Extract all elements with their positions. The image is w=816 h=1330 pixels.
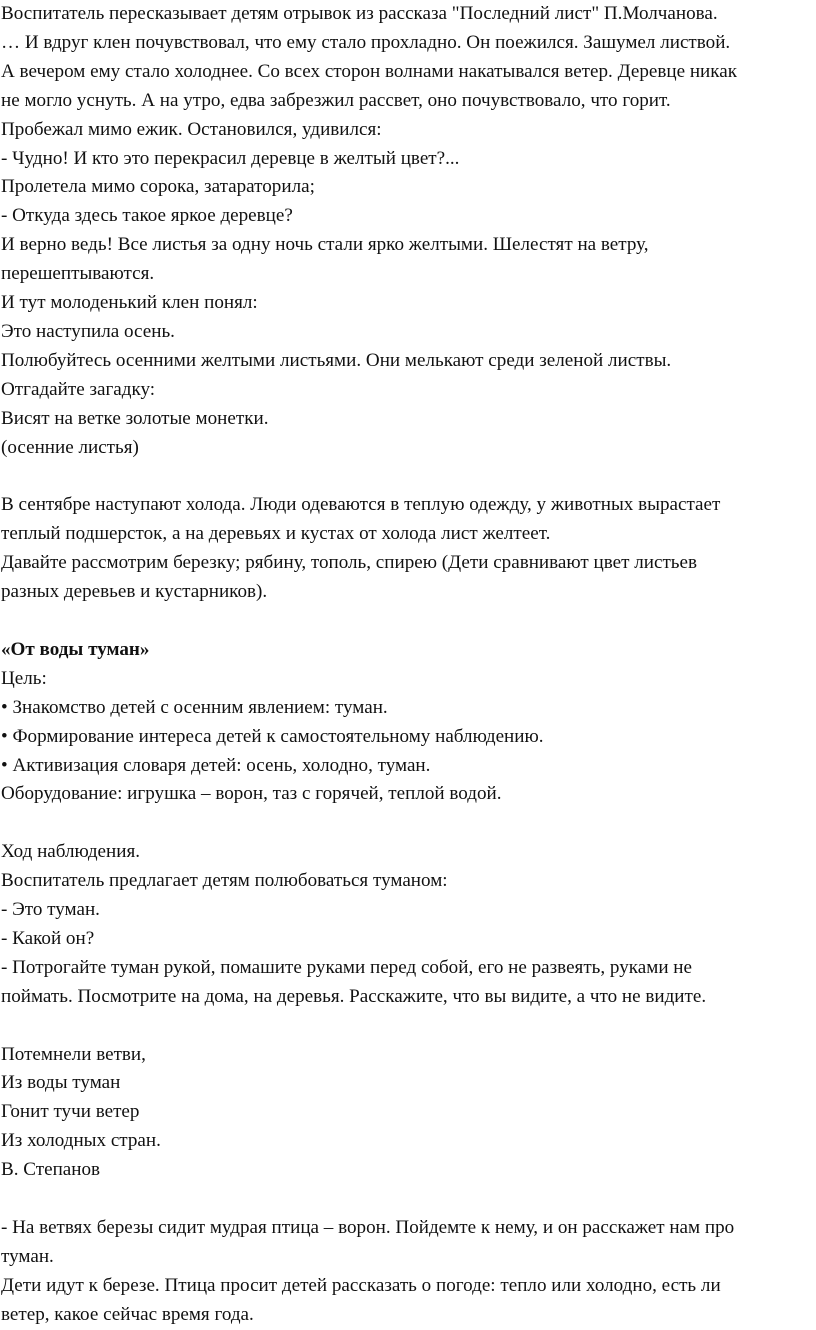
poem-author: В. Степанов — [1, 1159, 101, 1181]
riddle-answer: (осенние листья) — [1, 436, 139, 458]
text-line: Воспитатель пересказывает детям отрывок из рассказа "Последний лист" П.Молчанова. — [1, 3, 718, 24]
text-line: ветер, какое сейчас время года. — [1, 1303, 254, 1325]
section-title: «От воды туман» — [1, 638, 150, 660]
poem-line: Из воды туман — [1, 1072, 121, 1094]
text-line: не могло уснуть. А на утро, едва забрезжил рассвет, оно почувствовало, что горит. — [1, 89, 671, 111]
september-section — [1, 491, 813, 607]
text-line: … И вдруг клен почувствовал, что ему стало прохладно. Он поежился. Зашумел листвой. — [1, 31, 731, 53]
text-line: разных деревьев и кустарников). — [1, 581, 268, 603]
intro-section — [1, 0, 813, 463]
paragraph-gap — [1, 809, 813, 838]
text-line: перешептываются. — [1, 263, 155, 285]
paragraph-gap — [1, 1012, 813, 1041]
text-line: поймать. Посмотрите на дома, на деревья. Расскажите, что вы видите, а что не видите. — [1, 985, 707, 1007]
text-line: И верно ведь! Все листья за одну ночь стали ярко желтыми. Шелестят на ветру, — [1, 234, 649, 256]
text-line: Воспитатель предлагает детям полюбоваться туманом: — [1, 870, 448, 892]
text-line: В сентябре наступают холода. Люди одеваются в теплую одежду, у животных вырастает — [1, 494, 721, 516]
text-line: - Откуда здесь такое яркое деревце? — [1, 205, 293, 227]
poem-line: Из холодных стран. — [1, 1130, 161, 1152]
dialogue-line: - Потрогайте туман рукой, помашите руками перед собой, его не развеять, руками не — [1, 956, 693, 978]
riddle-prompt: Отгадайте загадку: — [1, 378, 156, 400]
goal-item: • Формирование интереса детей к самостоятельному наблюдению. — [1, 725, 544, 747]
goal-label: Цель: — [1, 667, 47, 689]
paragraph-gap — [1, 463, 813, 492]
text-line: А вечером ему стало холоднее. Со всех сторон волнами накатывался ветер. Деревце никак — [1, 60, 738, 82]
poem-section — [1, 1041, 813, 1186]
dialogue-line: - Это туман. — [1, 899, 100, 921]
text-line: туман. — [1, 1245, 54, 1267]
goal-item: • Активизация словаря детей: осень, холодно, туман. — [1, 754, 431, 776]
observation-heading: Ход наблюдения. — [1, 841, 141, 863]
text-line: Полюбуйтесь осенними желтыми листьями. Они мелькают среди зеленой листвы. — [1, 349, 672, 371]
text-line: теплый подшерсток, а на деревьях и кустах от холода лист желтеет. — [1, 523, 551, 545]
equipment-line: Оборудование: игрушка – ворон, таз с горячей, теплой водой. — [1, 783, 502, 805]
text-line: - Чудно! И кто это перекрасил деревце в желтый цвет?... — [1, 147, 460, 169]
dialogue-line: - Какой он? — [1, 927, 95, 949]
text-line: Пролетела мимо сорока, затараторила; — [1, 176, 315, 198]
paragraph-gap — [1, 1185, 813, 1214]
observation-section — [1, 838, 813, 1011]
goal-item: • Знакомство детей с осенним явлением: туман. — [1, 696, 388, 718]
riddle-text: Висят на ветке золотые монетки. — [1, 407, 269, 429]
text-line: Пробежал мимо ежик. Остановился, удивился: — [1, 118, 382, 140]
text-line: И тут молоденький клен понял: — [1, 292, 258, 314]
text-line: Давайте рассмотрим березку; рябину, тополь, спирею (Дети сравнивают цвет листьев — [1, 552, 697, 574]
closing-section — [1, 1214, 813, 1330]
text-line: Дети идут к березе. Птица просит детей рассказать о погоде: тепло или холодно, есть ли — [1, 1274, 721, 1296]
dialogue-line: - На ветвях березы сидит мудрая птица – ворон. Пойдемте к нему, и он расскажет нам про — [1, 1216, 735, 1238]
paragraph-gap — [1, 607, 813, 636]
text-line: Это наступила осень. — [1, 320, 175, 342]
fog-section — [1, 636, 813, 809]
poem-line: Гонит тучи ветер — [1, 1101, 140, 1123]
poem-line: Потемнели ветви, — [1, 1043, 146, 1065]
